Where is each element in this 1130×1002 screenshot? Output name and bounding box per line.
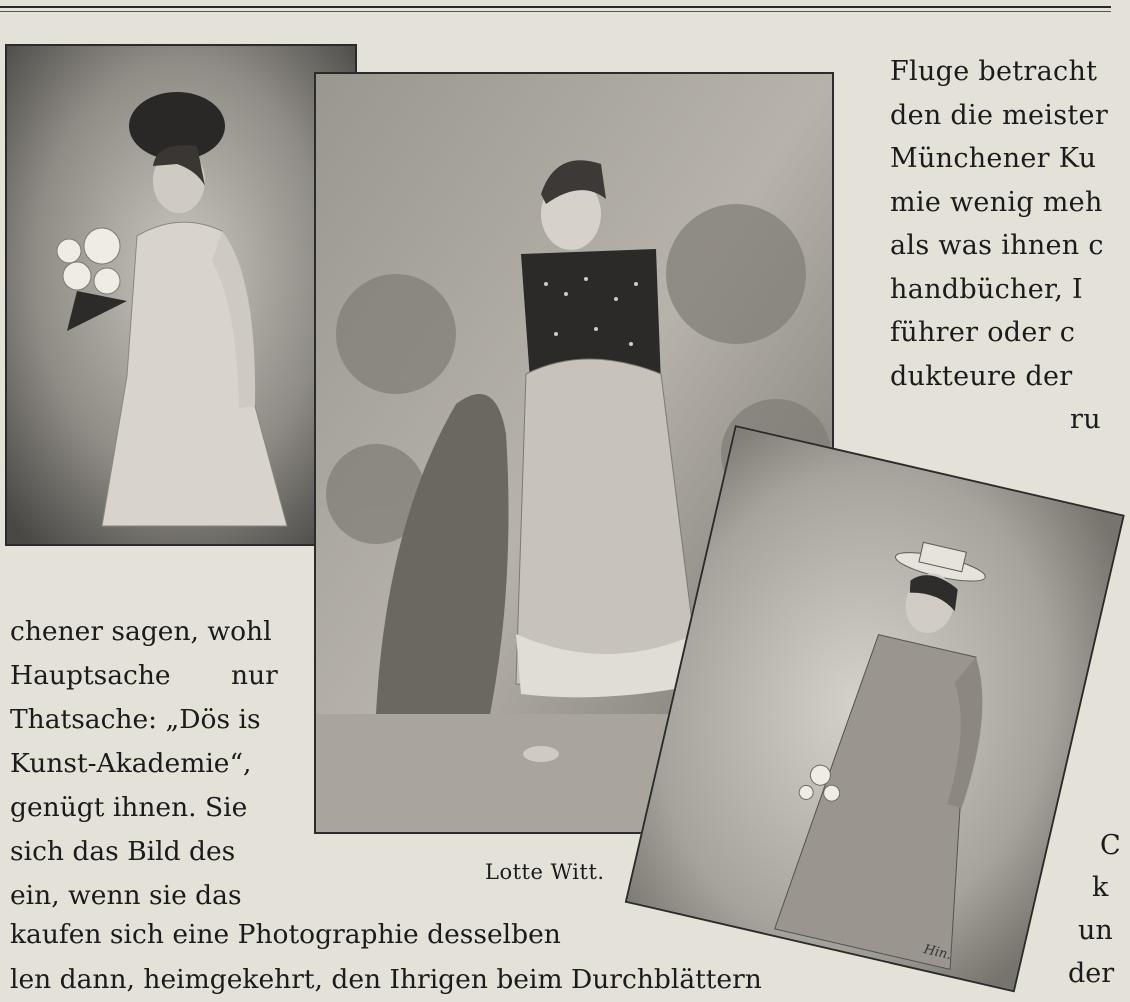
bottom-line-2: len dann, heimgekehrt, den Ihrigen beim Durchblättern — [10, 964, 762, 995]
left-line-2: Hauptsache nur — [10, 660, 278, 691]
left-line-5: genügt ihnen. Sie — [10, 792, 248, 823]
bottom-line-1: kaufen sich eine Photographie desselben — [10, 919, 561, 950]
left-line-3: Thatsache: „Dös is — [10, 704, 261, 735]
left-line-7: ein, wenn sie das — [10, 880, 242, 911]
right-line-9: ru — [1070, 404, 1101, 435]
right-line-6: handbücher, I — [890, 273, 1083, 305]
left-line-6: sich das Bild des — [10, 836, 236, 867]
right-fragment-4: der — [1068, 958, 1115, 989]
right-fragment-1: C — [1100, 830, 1121, 861]
right-line-1: Fluge betracht — [890, 56, 1098, 87]
right-line-3: Münchener Ku — [890, 143, 1097, 174]
top-rule-thin — [0, 11, 1111, 12]
right-line-5: als was ihnen c — [890, 230, 1104, 261]
right-line-7: führer oder c — [890, 317, 1076, 348]
photo-woman-with-flowers-image — [7, 46, 355, 544]
top-rule — [0, 6, 1111, 8]
photo-signature: Hin. — [922, 942, 953, 964]
left-column-text — [10, 610, 280, 918]
right-line-8: dukteure der — [890, 360, 1073, 392]
right-fragment-2: k — [1092, 872, 1109, 903]
right-fragment-3: un — [1078, 915, 1113, 946]
right-line-4: mie wenig meh — [890, 186, 1103, 218]
right-line-2: den die meister — [890, 99, 1109, 131]
left-line-4: Kunst-Akademie“, — [10, 748, 252, 779]
photo-caption: Lotte Witt. — [485, 860, 605, 884]
left-line-1: chener sagen, wohl — [10, 616, 272, 647]
photo-woman-with-flowers — [5, 44, 357, 546]
right-column-text — [890, 50, 1130, 442]
bottom-text — [10, 912, 762, 1002]
